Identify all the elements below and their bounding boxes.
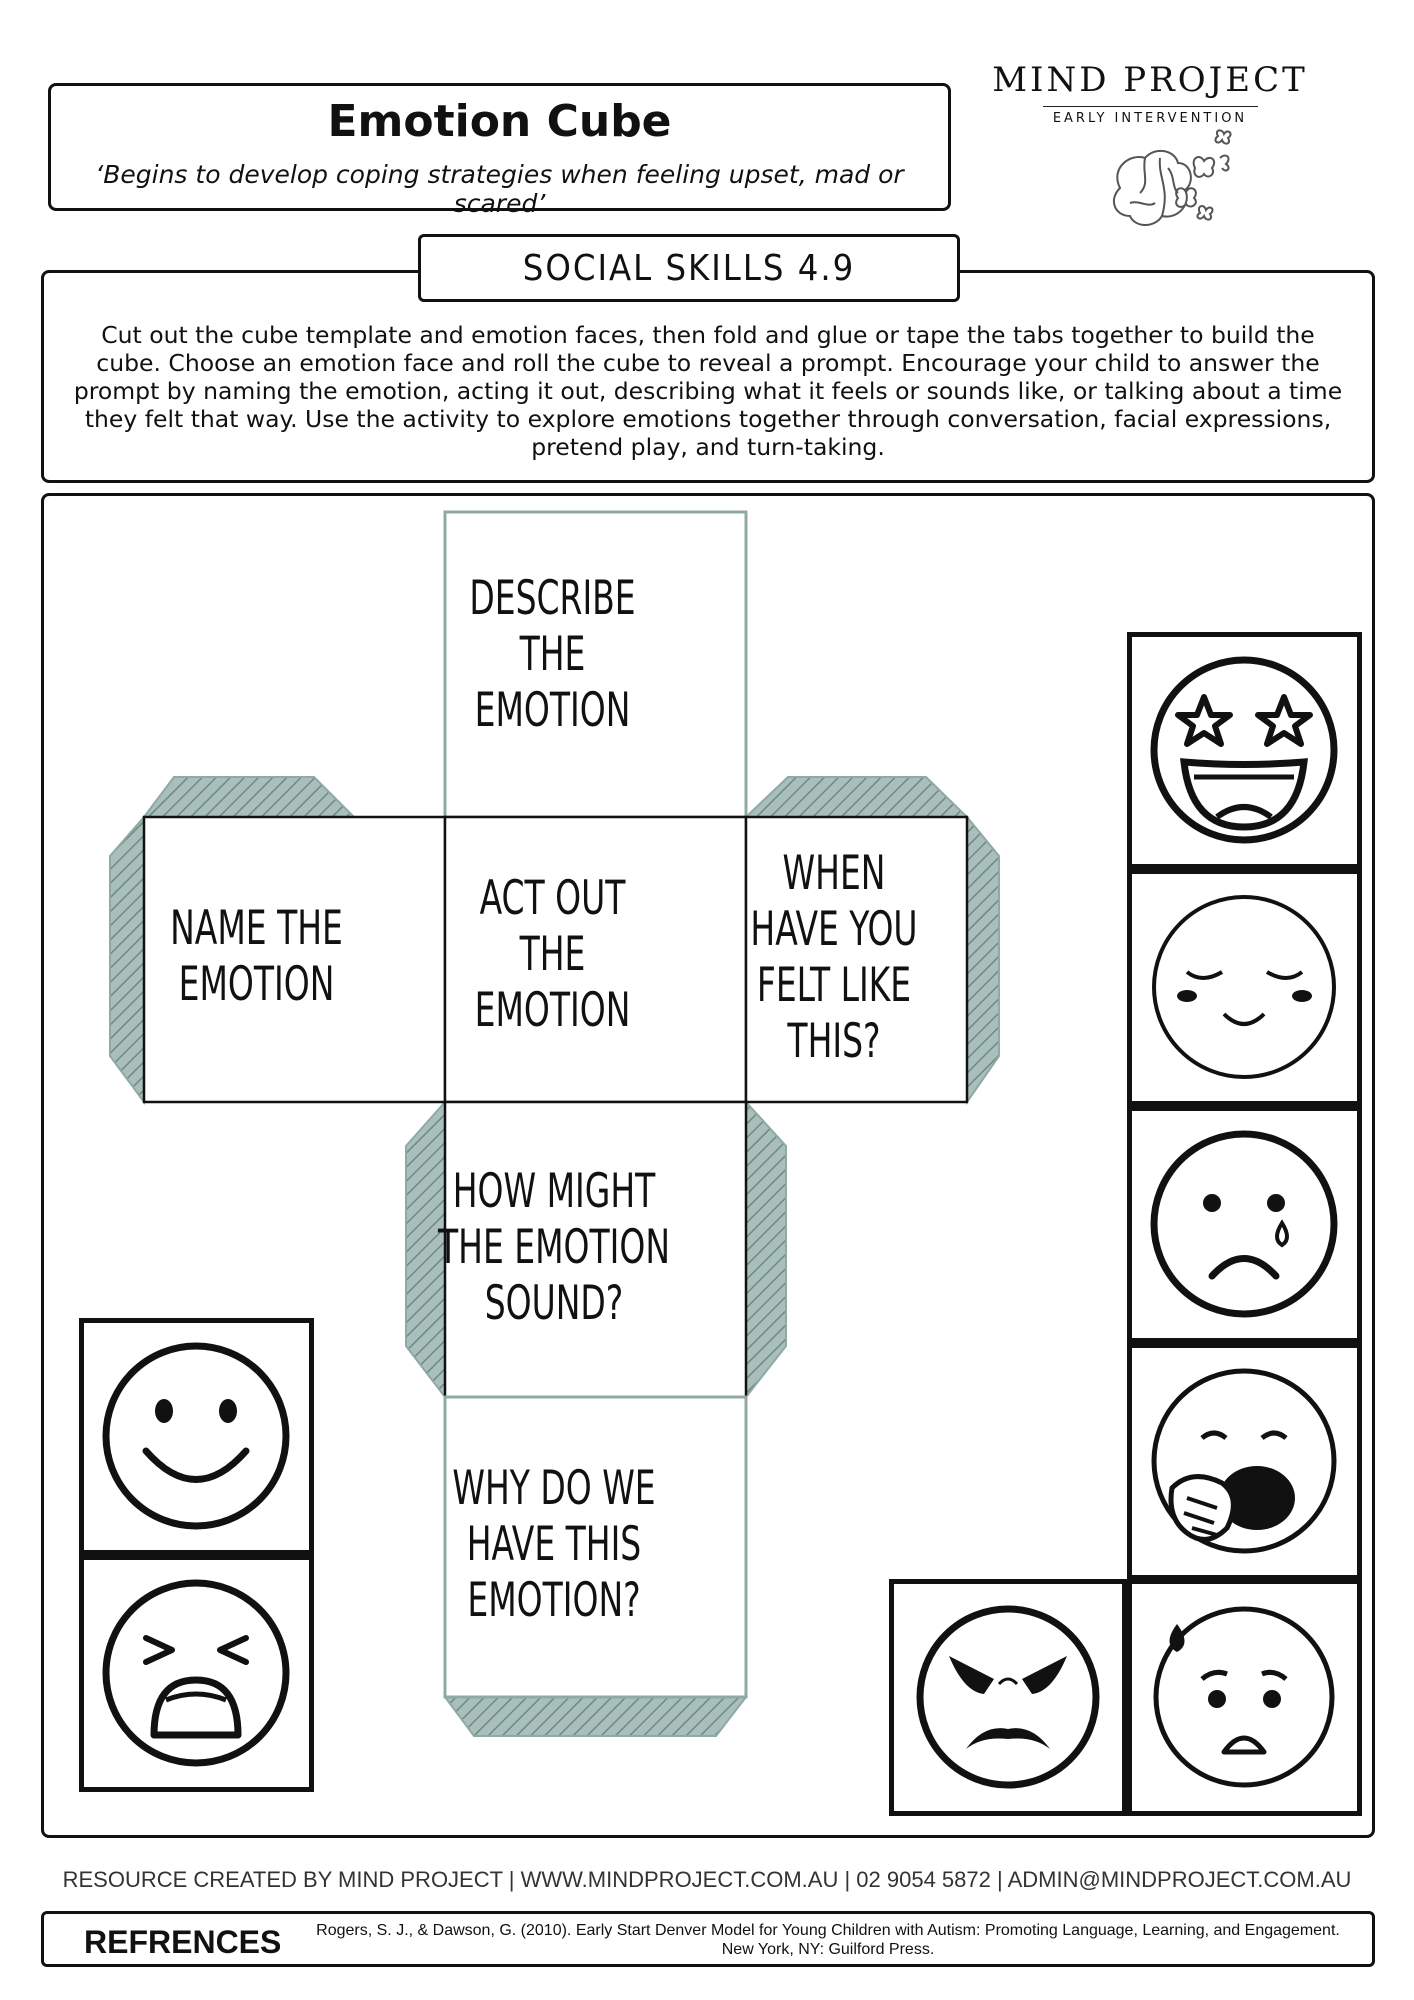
face-line: FELT LIKE [756, 958, 912, 1013]
yawning-icon [1132, 1348, 1357, 1575]
brand-tagline: EARLY INTERVENTION [1052, 111, 1248, 126]
face-line: THE [519, 927, 586, 982]
face-line: THE EMOTION [437, 1220, 670, 1275]
footer-credit: RESOURCE CREATED BY MIND PROJECT | WWW.MINDPROJECT.COM.AU | 02 9054 5872 | ADMIN@MINDPROJECT.COM.AU [62, 1867, 1352, 1892]
emotion-card [79, 1318, 314, 1555]
brand-divider [1043, 106, 1258, 107]
face-text-right [713, 846, 955, 1070]
anxious-icon [1132, 1584, 1357, 1811]
sad-icon [1132, 1111, 1357, 1338]
emotion-card [1127, 1579, 1362, 1816]
face-line: EMOTION [474, 983, 631, 1038]
angry-icon [894, 1584, 1122, 1811]
face-line: HAVE YOU [750, 902, 918, 957]
emotion-card [1127, 1343, 1362, 1580]
glue-tab [445, 1697, 746, 1736]
emotion-card [79, 1555, 314, 1792]
brand-name: MIND PROJECT [992, 60, 1308, 100]
activity-area [41, 493, 1375, 1838]
glue-tab [746, 777, 967, 817]
title-box [48, 83, 951, 218]
skill-tab [418, 234, 960, 302]
face-line: HOW MIGHT [452, 1164, 656, 1219]
references-text: Rogers, S. J., & Dawson, G. (2010). Early Start Denver Model for Young Children with Autism: Promoting Language, Learning, and Engagement. New York, NY: Guilford Press. [316, 1922, 1340, 1958]
content-icon [1132, 874, 1357, 1101]
face-line: WHEN [782, 846, 886, 901]
face-text-top [435, 571, 670, 739]
references-label: REFRENCES [84, 1924, 282, 1960]
face-line: WHY DO WE [452, 1461, 656, 1516]
happy-icon [84, 1323, 309, 1550]
face-line: EMOTION [474, 683, 631, 738]
face-text-bottom [414, 1461, 695, 1629]
upset-icon [84, 1560, 309, 1787]
emotion-card [1127, 1106, 1362, 1343]
face-line: THIS? [787, 1014, 881, 1069]
skill-label: SOCIAL SKILLS 4.9 [522, 247, 856, 289]
face-text-lower [414, 1164, 695, 1332]
face-line: EMOTION? [467, 1573, 641, 1628]
face-line: SOUND? [484, 1276, 624, 1331]
glue-tab [144, 777, 354, 817]
brand-block [985, 60, 1315, 126]
face-line: ACT OUT [479, 871, 626, 926]
page-title: Emotion Cube [327, 96, 672, 147]
face-line: HAVE THIS [466, 1517, 642, 1572]
references-box [41, 1911, 1375, 1967]
face-line: NAME THE [170, 901, 343, 956]
face-line: EMOTION [178, 957, 335, 1012]
brain-butterfly-icon [1100, 128, 1250, 248]
emotion-card [1127, 632, 1362, 869]
face-text-left [118, 901, 395, 1013]
emotion-card [1127, 869, 1362, 1106]
face-text-center [435, 871, 670, 1039]
emotion-card [889, 1579, 1127, 1816]
glue-tab [967, 817, 999, 1102]
face-line: THE [519, 627, 586, 682]
face-line: DESCRIBE [469, 571, 636, 626]
star-struck-icon [1132, 637, 1357, 864]
glue-tab [746, 1102, 786, 1397]
instructions-text: Cut out the cube template and emotion faces, then fold and glue or tape the tabs together to build the cube. Choose an emotion face and roll the cube to reveal a prompt. Encourage your child to answer the prompt by naming the emotion, acting it out, describing what it feels or sounds like, or talking about a time they felt that way. Use the activity to explore emotions together through conversation, facial expressions, pretend play, and turn-taking. [73, 321, 1343, 461]
page-subtitle: ‘Begins to develop coping strategies when feeling upset, mad or scared’ [95, 160, 904, 218]
